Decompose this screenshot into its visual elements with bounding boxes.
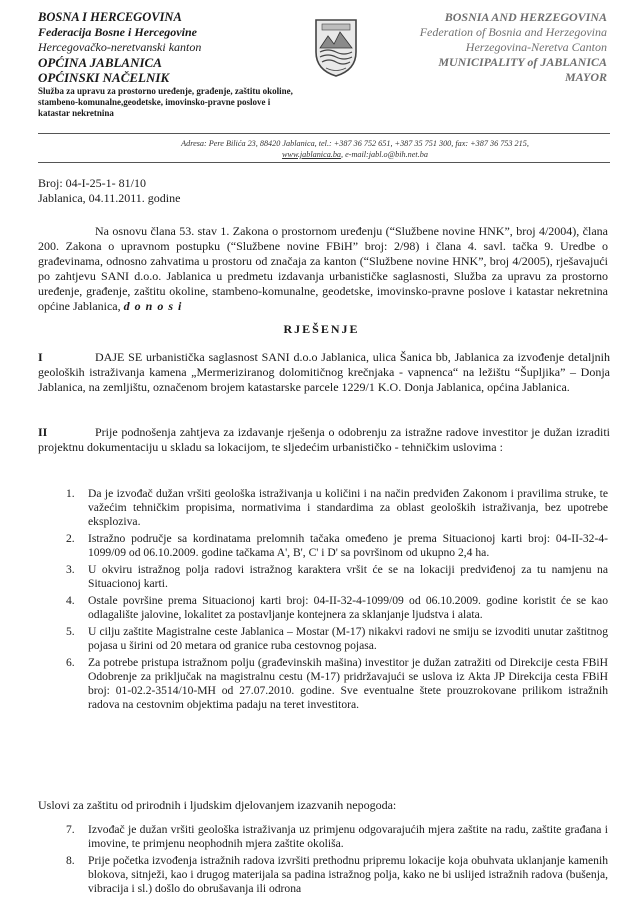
- document-meta: [38, 176, 180, 206]
- list-item: 7. Izvođač je dužan vršiti geološka istraživanja uz primjenu odgovarajućih mjera zaštite na radu, zaštite građana i imovine, te primjenu neophodnih mjera zaštite okoliša.: [66, 823, 608, 850]
- list-item: 5. U cilju zaštite Magistralne ceste Jablanica – Mostar (M-17) nikakvi radovi ne smiju se izvoditi unutar zaštitnog pojasa u širini od 20 metara od granice ruba cestovnog pojasa.: [66, 625, 608, 652]
- header-left-federation: Federacija Bosne i Hercegovine: [38, 25, 197, 39]
- list-item: 1. Da je izvođač dužan vršiti geološka istraživanja u količini i na način predviđen Zakonom i pravilima struke, te važećim tehničkim propisima, normativima i standardima za oblast geoloških istraživanja, bez upotrebe eksploziva.: [66, 487, 608, 528]
- header-right-federation: Federation of Bosnia and Herzegovina: [419, 25, 607, 39]
- list-item: 6. Za potrebe pristupa istražnom polju (građevinskih mašina) investitor je dužan zatražiti od Direkcije cesta FBiH Odobrenje za priključak na magistralnu cestu (M-17) pridržavajući se uslova iz Akta JP Direkcija cesta FBiH broj: 01-02.2-3514/10-MH od 27.07.2010. godine. Sve eventualne štete prouzrokovane prilikom istražnih radova na cestovnim objektima padaju na teret investitora.: [66, 656, 608, 711]
- document-title: RJEŠENJE: [283, 322, 360, 336]
- section-1: [38, 350, 610, 395]
- website-link[interactable]: www.jablanica.ba: [282, 150, 342, 159]
- protection-list: [66, 823, 608, 899]
- section-2: [38, 425, 610, 455]
- municipality-crest-icon: [314, 18, 358, 78]
- section-1-text: DAJE SE urbanistička saglasnost SANI d.o.o Jablanica, ulica Šanica bb, Jablanica za izvođenje detaljnih geoloških istraživanja kamena „Mermeriziranog dolomitičnog krečnjaka - vapnenca“ na ležištu “Šupljika” – Donja Jablanica, na zemljištu, označenom brojem katastarske parcele 1229/1 K.O. Donja Jablanica, općina Jablanica.: [38, 350, 610, 394]
- document-date: Jablanica, 04.11.2011. godine: [38, 191, 181, 205]
- header-right-canton: Herzegovina-Neretva Canton: [465, 40, 607, 54]
- header-left: [38, 10, 298, 119]
- email-text: , e-mail:jabl.o@bih.net.ba: [341, 150, 428, 159]
- intro-verb: d o n o s i: [123, 299, 183, 313]
- section-1-number: I: [38, 350, 43, 364]
- header-right-country: BOSNIA AND HERZEGOVINA: [444, 10, 607, 24]
- list-item: 3. U okviru istražnog polja radovi istražnog karaktera vršit će se na lokaciji predviđenoj za tu namjenu na Situacionoj karti.: [66, 563, 608, 590]
- protection-subheading: Uslovi za zaštitu od prirodnih i ljudskim djelovanjem izazvanih nepogoda:: [38, 798, 397, 812]
- list-item: 2. Istražno područje sa kordinatama prelomnih tačaka omeđeno je prema Situacionoj karti broj: 04-II-32-4-1099/09 od 06.10.2009. godine tačkama A', B', C' i D' sa površinom od ukupno 2,4 ha.: [66, 532, 608, 559]
- list-item: 4. Ostale površine prema Situacionoj karti broj: 04-II-32-4-1099/09 od 06.10.2009. godine koristit će se kao odlagalište jalovine, lokalitet za postavljanje kontejnera za sklanjanje ljudstva i alata.: [66, 594, 608, 621]
- section-2-text: Prije podnošenja zahtjeva za izdavanje rješenja o odobrenju za istražne radove investitor je dužan izraditi projektnu dokumentaciju u skladu sa lokacijom, te sljedećim urbanističko - tehničkim uslovima :: [38, 425, 610, 454]
- header-divider: [38, 133, 610, 134]
- header-right: [397, 10, 607, 85]
- header-left-mayor: OPĆINSKI NAČELNIK: [38, 70, 170, 85]
- header-left-municipality: OPĆINA JABLANICA: [38, 55, 162, 70]
- address-line: Adresa: Pere Bilića 23, 88420 Jablanica, tel.: +387 36 752 651, +387 35 751 300, fax: +387 36 753 215,: [181, 139, 529, 148]
- address-divider: [38, 162, 610, 163]
- header-right-municipality: MUNICIPALITY of JABLANICA: [438, 55, 607, 69]
- intro-paragraph: [38, 224, 608, 314]
- section-2-number: II: [38, 425, 48, 439]
- intro-text: Na osnovu člana 53. stav 1. Zakona o prostornom uređenju (“Službene novine HNK”, broj 4/2004), člana 200. Zakona o upravnom postupku (“Službene novine FBiH” broj: 2/98) i člana 4. savl. tačka 9. Uredbe o građevinama, odnosno zahvatima u prostoru od značaja za kanton (“Službene novine HNK”, broj 4/2005), rješavajući po zahtjevu SANI d.o.o. Jablanica u predmetu izdavanja urbanističke saglasnosti, Služba za upravu za prostorno uređenje, građenje, zaštitu okoline, stambeno-komunalne, geodetske, imovinsko-pravne poslove i katastar nekretnina općine Jablanica,: [38, 224, 608, 313]
- reference-number: Broj: 04-I-25-1- 81/10: [38, 176, 146, 190]
- header-left-country: BOSNA I HERCEGOVINA: [38, 10, 182, 24]
- conditions-list: [66, 487, 608, 715]
- header-right-mayor: MAYOR: [564, 70, 607, 84]
- header-left-service: Služba za upravu za prostorno uređenje, građenje, zaštitu okoline, stambeno-komunalne,geodetske, imovinsko-pravne poslove i katastar nekretnina: [38, 86, 293, 118]
- list-item: 8. Prije početka izvođenja istražnih radova izvršiti prethodnu pripremu lokacije koja obuhvata uklanjanje kamenih blokova, sitnježi, kao i drugog materijala sa padina istražnog polja, kako ne bi uslijed istražnih radova (bušenja, vibracija i sl.) došlo do obrušavanja ili odrona: [66, 854, 608, 895]
- header-left-canton: Hercegovačko-neretvanski kanton: [38, 40, 202, 54]
- address-block: [120, 138, 590, 160]
